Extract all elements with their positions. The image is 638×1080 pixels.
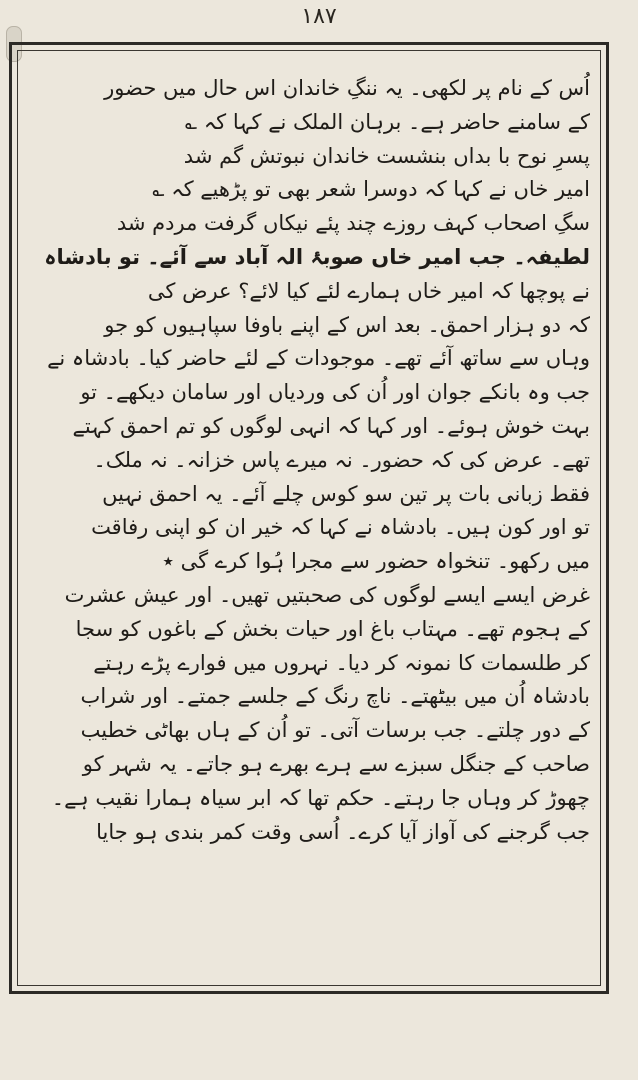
- text-line: تھے۔ عرض کی کہ حضور۔ نہ میرے پاس خزانہ۔ نہ ملک۔: [93, 447, 590, 472]
- text-line: وہاں سے ساتھ آئے تھے۔ موجودات کے لئے حاضر کیا۔ بادشاہ نے: [47, 346, 590, 371]
- text-line: غرض ایسے ایسے لوگوں کی صحبتیں تھیں۔ اور عیش عشرت: [64, 582, 590, 607]
- text-line: نے پوچھا کہ امیر خاں ہمارے لئے کیا لائے؟ عرض کی: [147, 278, 590, 303]
- verse-line: پسرِ نوح با بداں بنشست خاندان نبوتش گم شد: [183, 143, 590, 168]
- text-line: صاحب کے جنگل سبزے سے ہرے بھرے ہو جاتے۔ یہ شہر کو: [82, 751, 590, 776]
- text-line: کر طلسمات کا نمونہ کر دیا۔ نہروں میں فوارے پڑے رہتے: [93, 650, 590, 675]
- text-line: امیر خاں نے کہا کہ دوسرا شعر بھی تو پڑھیے کہ ؎: [152, 177, 590, 202]
- text-line: بادشاہ اُن میں بیٹھتے۔ ناچ رنگ کے جلسے جمتے۔ اور شراب: [80, 684, 590, 709]
- urdu-text-body: [30, 72, 590, 849]
- latifa-heading-line: لطیفہ۔ جب امیر خاں صوبۂ الہ آباد سے آئے۔ تو بادشاہ: [44, 244, 590, 269]
- text-line: اُس کے نام پر لکھی۔ یہ ننگِ خاندان اس حال میں حضور: [104, 76, 590, 100]
- text-line: کے دور چلتے۔ جب برسات آتی۔ تو اُن کے ہاں بھاٹی خطیب: [80, 718, 590, 743]
- text-line: جب وہ بانکے جوان اور اُن کی وردیاں اور سامان دیکھے۔ تو: [80, 380, 590, 405]
- text-line: چھوڑ کر وہاں جا رہتے۔ حکم تھا کہ ابر سیاہ ہمارا نقیب ہے۔: [51, 785, 590, 810]
- text-line: کے سامنے حاضر ہے۔ برہان الملک نے کہا کہ ؎: [184, 109, 590, 134]
- text-line: فقط زبانی بات پر تین سو کوس چلے آئے۔ یہ احمق نہیں: [102, 481, 590, 506]
- verse-line: سگِ اصحاب کہف روزے چند پئے نیکاں گرفت مردم شد: [116, 211, 590, 236]
- text-line: تو اور کون ہیں۔ بادشاہ نے کہا کہ خیر ان کو اپنی رفاقت: [91, 515, 590, 540]
- page-number: ۱۸۷: [301, 4, 337, 29]
- text-line: کے ہجوم تھے۔ مہتاب باغ اور حیات بخش کے باغوں کو سجا: [75, 616, 590, 641]
- text-line: جب گرجنے کی آواز آیا کرے۔ اُسی وقت کمر بندی ہو جایا: [96, 819, 590, 844]
- text-line: میں رکھو۔ تنخواہ حضور سے مجرا ہُوا کرے گی ٭: [162, 549, 590, 574]
- text-line: بہت خوش ہوئے۔ اور کہا کہ انہی لوگوں کو تم احمق کہتے: [72, 413, 590, 438]
- text-line: کہ دو ہزار احمق۔ بعد اس کے اپنے باوفا سپاہیوں کو جو: [104, 312, 590, 337]
